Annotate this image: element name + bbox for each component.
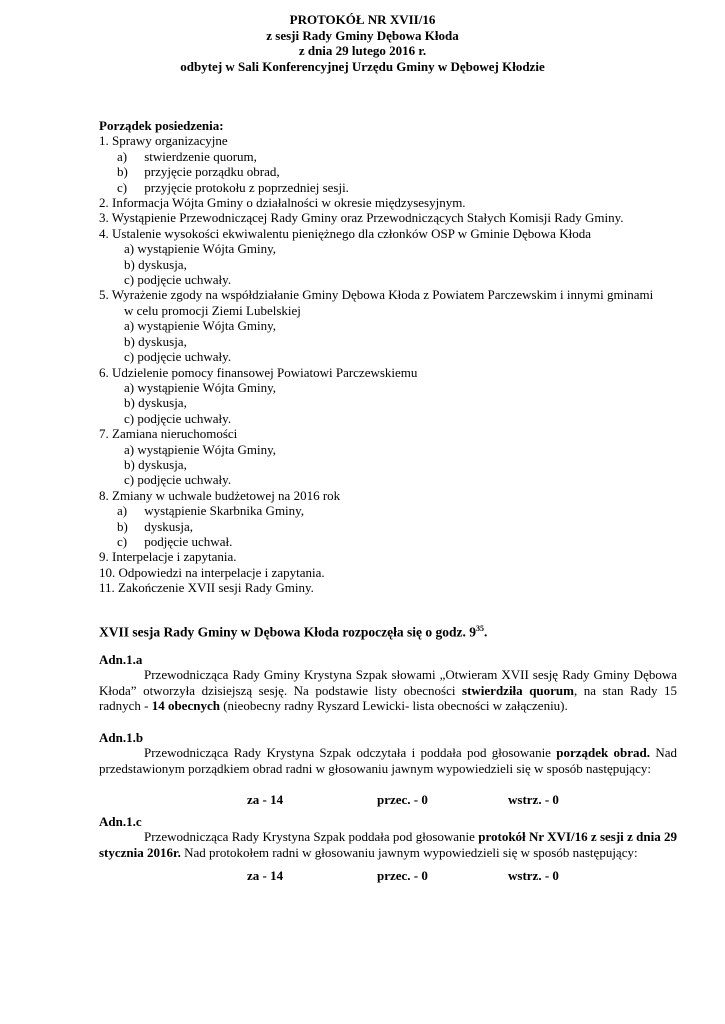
agenda-item-5-continuation: w celu promocji Ziemi Lubelskiej <box>124 302 301 318</box>
agenda-subitem: a) wystąpienie Wójta Gminy, <box>124 379 276 395</box>
agenda-subitem <box>99 180 699 195</box>
agenda-subitem: b) dyskusja, <box>124 333 187 349</box>
agenda-item-5: 5. Wyrażenie zgody na współdziałanie Gminy Dębowa Kłoda z Powiatem Parczewskim i innymi gminami <box>99 287 654 303</box>
agenda-subitem: a) wystąpienie Wójta Gminy, <box>124 441 276 457</box>
adn-paragraph <box>99 745 677 776</box>
vote-against: przec. - 0 <box>377 868 428 883</box>
agenda-subitem <box>99 519 699 534</box>
paragraph-bold: porządek obrad. <box>556 745 651 761</box>
agenda-subitem: b) dyskusja, <box>124 456 187 472</box>
agenda-title: Porządek posiedzenia: <box>99 118 224 133</box>
agenda-item-3: 3. Wystąpienie Przewodniczącej Rady Gminy oraz Przewodniczących Stałych Komisji Rady Gminy. <box>99 210 624 226</box>
paragraph-text: , na stan Rady 15 radnych - <box>99 682 677 714</box>
subitem-text: dyskusja, <box>144 518 193 534</box>
vote-abstain: wstrz. - 0 <box>508 792 559 807</box>
session-start-period: . <box>484 624 488 640</box>
agenda-item-2: 2. Informacja Wójta Gminy o działalności w okresie międzysesyjnym. <box>99 195 466 211</box>
adn-1a-section <box>99 652 677 714</box>
agenda-subitem: c) podjęcie uchwały. <box>124 349 232 365</box>
agenda-subitem: a) wystąpienie Wójta Gminy, <box>124 241 276 257</box>
session-start-heading <box>99 621 487 640</box>
agenda-subitem: c) podjęcie uchwały. <box>124 472 232 488</box>
subitem-text: wystąpienie Skarbnika Gminy, <box>144 503 305 519</box>
vote-for: za - 14 <box>247 792 284 807</box>
agenda-item-1: 1. Sprawy organizacyjne <box>99 133 228 149</box>
vote-for: za - 14 <box>247 868 284 883</box>
adn-1b-section <box>99 730 677 807</box>
paragraph-bold: 14 obecnych <box>151 698 220 714</box>
subitem-text: przyjęcie protokołu z poprzedniej sesji. <box>144 179 349 195</box>
agenda-subitem: b) dyskusja, <box>124 256 187 272</box>
paragraph-text: Przewodnicząca Rady Krystyna Szpak odczytała i poddała pod głosowanie <box>144 745 557 761</box>
vote-against: przec. - 0 <box>377 792 428 807</box>
agenda-item-8: 8. Zmiany w uchwale budżetowej na 2016 rok <box>99 487 341 503</box>
paragraph-text: Przewodnicząca Rady Gminy Krystyna Szpak słowami „Otwieram XVII sesję Rady Gminy Dębowa Kłoda” otworzyła dzisiejszą sesję. Na podstawie listy obecności <box>99 667 677 698</box>
subitem-letter: b) <box>117 518 128 534</box>
agenda-subitem <box>99 149 699 164</box>
agenda-subitem <box>99 503 699 518</box>
paragraph-bold: protokół Nr XVI/16 z sesji z dnia 29 stycznia 2016r. <box>99 829 677 860</box>
paragraph-text: Przewodnicząca Rady Krystyna Szpak poddała pod głosowanie <box>144 829 479 845</box>
session-start-text: XVII sesja Rady Gminy w Dębowa Kłoda rozpoczęła się o godz. 9 <box>99 624 476 640</box>
paragraph-text: (nieobecny radny Ryszard Lewicki- lista obecności w załączeniu). <box>219 698 568 714</box>
agenda-item-7: 7. Zamiana nieruchomości <box>99 426 238 442</box>
paragraph-text: Nad protokołem radni w głosowaniu jawnym wypowiedzieli się w sposób następujący: <box>180 844 638 860</box>
adn-label: Adn.1.a <box>99 652 143 667</box>
agenda-subitem: b) dyskusja, <box>124 395 187 411</box>
agenda-subitem: a) wystąpienie Wójta Gminy, <box>124 318 276 334</box>
subitem-letter: a) <box>117 503 128 519</box>
adn-label: Adn.1.c <box>99 814 142 829</box>
adn-label: Adn.1.b <box>99 730 144 745</box>
agenda-item-11: 11. Zakończenie XVII sesji Rady Gminy. <box>99 580 314 596</box>
subitem-letter: a) <box>117 148 128 164</box>
subitem-letter: c) <box>117 179 128 195</box>
protocol-subtitle: z sesji Rady Gminy Dębowa Kłoda <box>266 27 459 43</box>
paragraph-bold: stwierdziła quorum <box>462 682 574 698</box>
protocol-location: odbytej w Sali Konferencyjnej Urzędu Gminy w Dębowej Kłodzie <box>180 58 545 74</box>
protocol-date: z dnia 29 lutego 2016 r. <box>298 43 427 58</box>
paragraph-text: Nad przedstawionym porządkiem obrad radni w głosowaniu jawnym wypowiedzieli się w sposób następujący: <box>99 745 677 776</box>
agenda-item-9: 9. Interpelacje i zapytania. <box>99 549 237 565</box>
subitem-text: stwierdzenie quorum, <box>144 148 257 164</box>
subitem-text: przyjęcie porządku obrad, <box>144 164 280 180</box>
subitem-text: podjęcie uchwał. <box>144 533 233 549</box>
adn-paragraph <box>99 667 677 713</box>
agenda-item-4: 4. Ustalenie wysokości ekwiwalentu pieniężnego dla członków OSP w Gminie Dębowa Kłoda <box>99 225 591 241</box>
subitem-letter: b) <box>117 164 128 180</box>
adn-paragraph <box>99 829 677 860</box>
subitem-letter: c) <box>117 533 128 549</box>
agenda-subitem <box>99 164 699 179</box>
protocol-header <box>0 12 725 74</box>
agenda-subitem: c) podjęcie uchwały. <box>124 272 232 288</box>
protocol-title: PROTOKÓŁ NR XVII/16 <box>289 12 436 27</box>
session-start-minutes: 35 <box>476 624 484 633</box>
agenda-subitem: c) podjęcie uchwały. <box>124 410 232 426</box>
agenda-item-10: 10. Odpowiedzi na interpelacje i zapytania. <box>99 564 325 580</box>
agenda-section <box>99 118 699 596</box>
vote-abstain: wstrz. - 0 <box>508 868 559 883</box>
agenda-item-6: 6. Udzielenie pomocy finansowej Powiatowi Parczewskiemu <box>99 364 418 380</box>
adn-1c-section <box>99 814 677 883</box>
agenda-subitem <box>99 534 699 549</box>
